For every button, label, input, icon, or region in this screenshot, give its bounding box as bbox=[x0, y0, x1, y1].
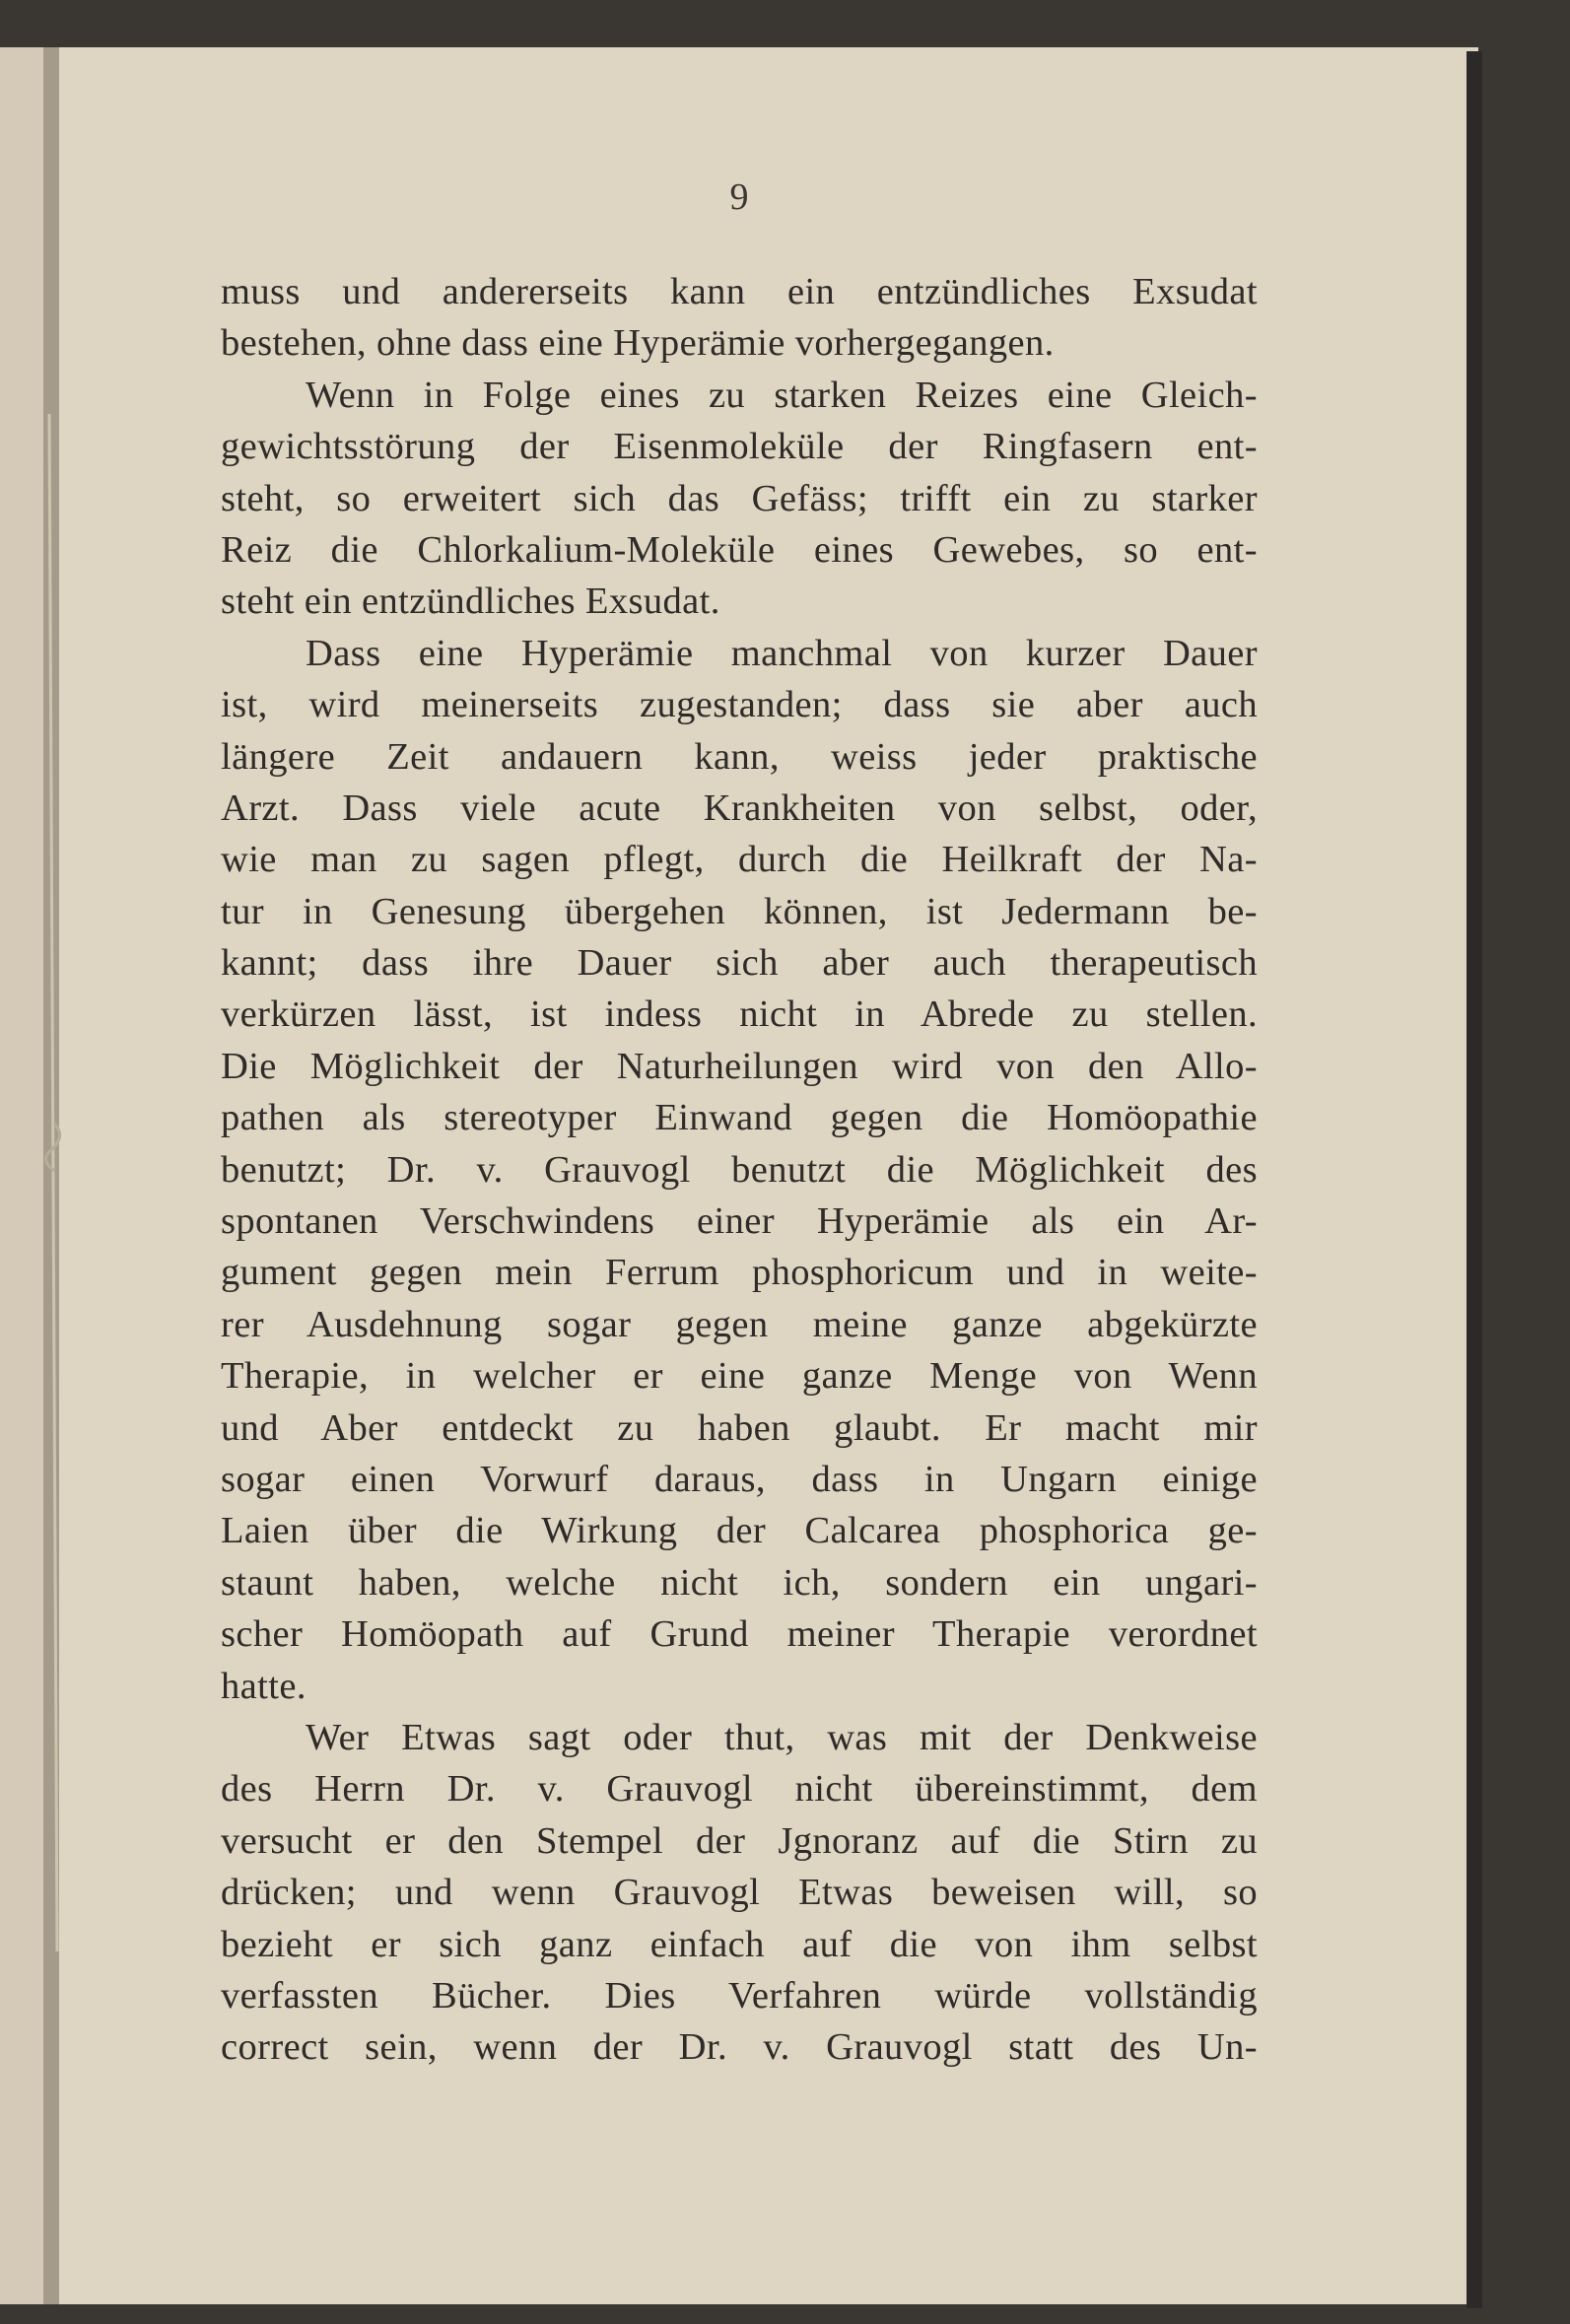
text-line: scher Homöopath auf Grund meiner Therapie verordnet bbox=[221, 1613, 1258, 1656]
text-line: gument gegen mein Ferrum phosphoricum und in weite- bbox=[221, 1252, 1258, 1294]
text-line: verkürzen lässt, ist indess nicht in Abrede zu stellen. bbox=[221, 993, 1258, 1036]
text-line: versucht er den Stempel der Jgnoranz auf die Stirn zu bbox=[221, 1819, 1258, 1862]
text-line: verfassten Bücher. Dies Verfahren würde vollständig bbox=[221, 1974, 1258, 2016]
text-line: staunt haben, welche nicht ich, sondern ein ungari- bbox=[221, 1561, 1258, 1604]
book-edge bbox=[1467, 51, 1482, 2308]
text-line: Wer Etwas sagt oder thut, was mit der Denkweise bbox=[306, 1716, 1258, 1758]
text-line: des Herrn Dr. v. Grauvogl nicht übereinstimmt, dem bbox=[221, 1768, 1258, 1811]
text-line: kannt; dass ihre Dauer sich aber auch therapeutisch bbox=[221, 942, 1258, 985]
text-line: correct sein, wenn der Dr. v. Grauvogl statt des Un- bbox=[221, 2026, 1258, 2069]
text-line: bezieht er sich ganz einfach auf die von ihm selbst bbox=[221, 1923, 1258, 1965]
text-line: Laien über die Wirkung der Calcarea phosphorica ge- bbox=[221, 1510, 1258, 1552]
text-line: Dass eine Hyperämie manchmal von kurzer Dauer bbox=[306, 632, 1258, 674]
text-line: benutzt; Dr. v. Grauvogl benutzt die Möglichkeit des bbox=[221, 1148, 1258, 1191]
text-line: steht, so erweitert sich das Gefäss; trifft ein zu starker bbox=[221, 477, 1258, 519]
text-line: sogar einen Vorwurf daraus, dass in Ungarn einige bbox=[221, 1458, 1258, 1500]
text-line: Arzt. Dass viele acute Krankheiten von selbst, oder, bbox=[221, 786, 1258, 829]
text-line: steht ein entzündliches Exsudat. bbox=[221, 581, 720, 623]
text-line: rer Ausdehnung sogar gegen meine ganze abgekürzte bbox=[221, 1303, 1258, 1345]
text-line: spontanen Verschwindens einer Hyperämie als ein Ar- bbox=[221, 1200, 1258, 1243]
text-line: gewichtsstörung der Eisenmoleküle der Ringfasern ent- bbox=[221, 426, 1258, 468]
text-line: und Aber entdeckt zu haben glaubt. Er macht mir bbox=[221, 1406, 1258, 1449]
text-line: Wenn in Folge eines zu starken Reizes eine Gleich- bbox=[306, 374, 1258, 416]
text-line: tur in Genesung übergehen können, ist Jedermann be- bbox=[221, 890, 1258, 932]
text-line: wie man zu sagen pflegt, durch die Heilkraft der Na- bbox=[221, 839, 1258, 881]
text-line: Reiz die Chlorkalium-Moleküle eines Gewebes, so ent- bbox=[221, 528, 1258, 571]
text-line: Die Möglichkeit der Naturheilungen wird von den Allo- bbox=[221, 1045, 1258, 1087]
text-line: bestehen, ohne dass eine Hyperämie vorhergegangen. bbox=[221, 322, 1055, 365]
text-line: Therapie, in welcher er eine ganze Menge von Wenn bbox=[221, 1355, 1258, 1398]
text-line: hatte. bbox=[221, 1665, 307, 1707]
text-line: muss und andererseits kann ein entzündliches Exsudat bbox=[221, 271, 1258, 312]
body-text bbox=[221, 266, 1258, 2074]
text-line: pathen als stereotyper Einwand gegen die Homöopathie bbox=[221, 1097, 1258, 1139]
text-line: drücken; und wenn Grauvogl Etwas beweisen will, so bbox=[221, 1872, 1258, 1914]
page-number: 9 bbox=[729, 176, 749, 218]
text-line: längere Zeit andauern kann, weiss jeder praktische bbox=[221, 735, 1258, 778]
text-line: ist, wird meinerseits zugestanden; dass sie aber auch bbox=[221, 684, 1258, 726]
